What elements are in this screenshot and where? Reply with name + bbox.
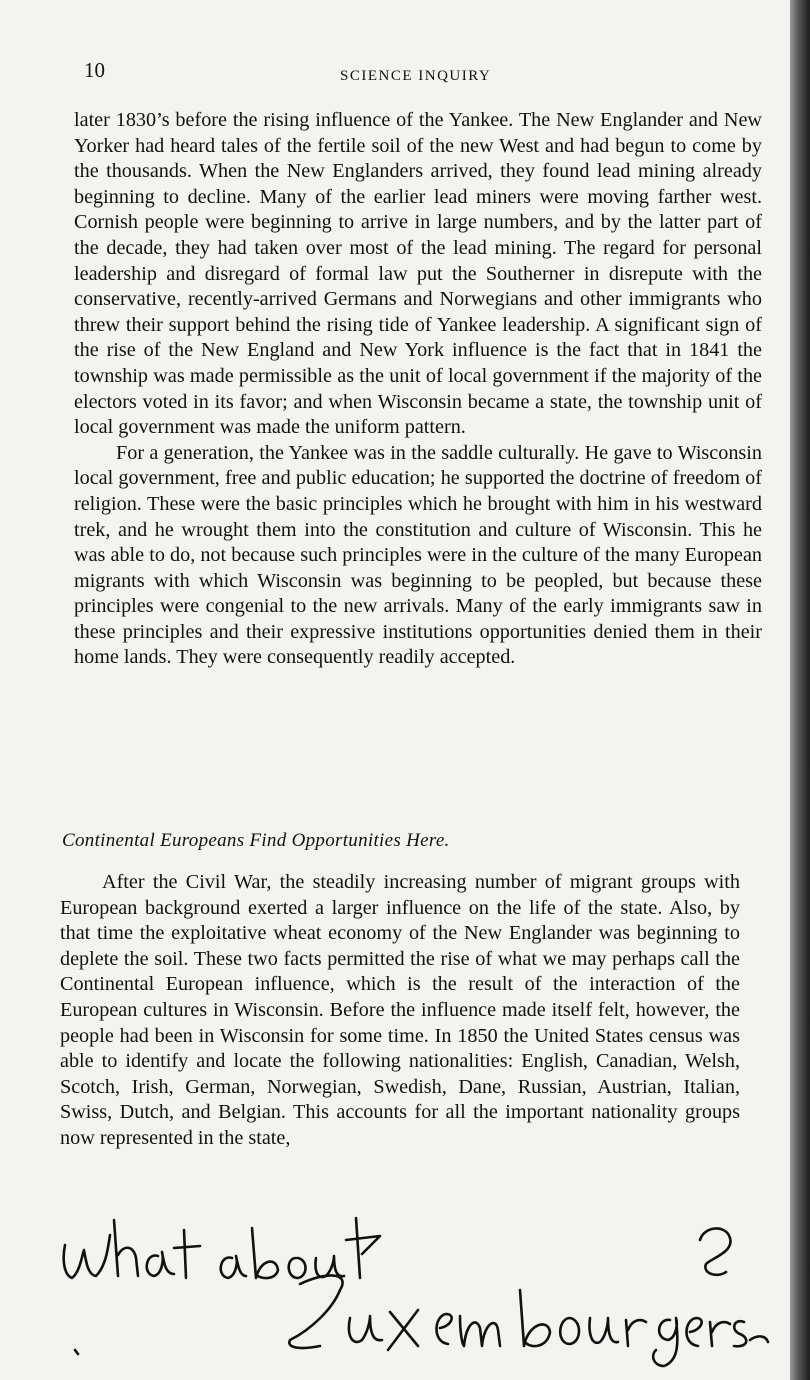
handwritten-note — [50, 1200, 770, 1370]
page-number: 10 — [84, 58, 105, 82]
section-heading: Continental Europeans Find Opportunities Here. — [62, 830, 450, 851]
paragraph-3: After the Civil War, the steadily increasing number of migrant groups with European background exerted a larger influence on the life of the state. Also, by that time the exploitative wheat economy of the New Englander was beginning to deplete the soil. These two facts permitted the rise of what we may perhaps call the Continental European influence, which is the result of the interaction of the European cultures in Wisconsin. Before the influence made itself felt, however, the people had been in Wisconsin for some time. In 1850 the United States census was able to identify and locate the following nationalities: English, Canadian, Welsh, Scotch, Irish, German, Norwegian, Swedish, Dane, Russian, Austrian, Italian, Swiss, Dutch, and Belgian. This accounts for all the important nationality groups now represented in the state, — [60, 871, 740, 1149]
page-edge-shadow — [790, 0, 810, 1380]
paragraph-1: later 1830’s before the rising influence of the Yankee. The New Englander and New Yorker had heard tales of the fertile soil of the new West and had begun to come by the thousands. When the New Englanders arrived, they found lead mining already beginning to decline. Many of the earlier lead miners were moving farther west. Cornish people were beginning to arrive in large numbers, and by the latter part of the decade, they had taken over most of the lead mining. The regard for personal leadership and disregard of formal law put the Southerner in disrepute with the conservative, recently-arrived Germans and Norwegians and other immigrants who threw their support behind the rising tide of Yankee leadership. A significant sign of the rise of the New England and New York influence is the fact that in 1841 the township was made permissible as the unit of local government if the majority of the electors voted in its favor; and when Wisconsin became a state, the township unit of local government was made the uniform pattern. — [74, 109, 762, 439]
paragraph-2: For a generation, the Yankee was in the saddle culturally. He gave to Wisconsin local government, free and public education; he supported the doctrine of freedom of religion. These were the basic principles which he brought with him in his westward trek, and he wrought them into the constitution and culture of Wisconsin. This he was able to do, not because such principles were in the culture of the many European migrants with which Wisconsin was beginning to be peopled, but because these principles were congenial to the new arrivals. Many of the early immigrants saw in these principles and their expressive institutions opportunities denied them in their home lands. They were consequently readily accepted. — [74, 441, 762, 669]
running-title: SCIENCE INQUIRY — [340, 68, 492, 84]
body-text — [74, 108, 762, 671]
section-body — [60, 870, 740, 1152]
